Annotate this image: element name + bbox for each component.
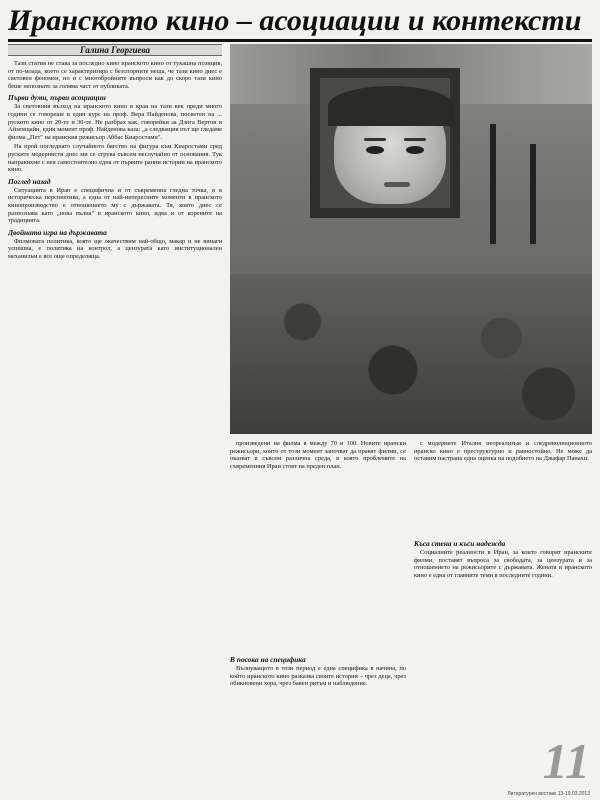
text-column-2 — [230, 440, 406, 640]
section-heading: В посока на специфика — [230, 655, 306, 664]
author-byline: Галина Георгиева — [8, 44, 222, 56]
photo-face — [334, 94, 446, 204]
body-paragraph: произведени на филма в между 70 и 100. Новите ирански режисьори, които от този момент започват да правят филми, се оказват в съвсем различна среда, в която проблемите на съвременния Иран стоят на преден план. — [230, 440, 406, 470]
body-paragraph: Филмовата политика, която ще окачествим най-общо, макар и не винаги успешна, е политика на контрол, а цензурата като институционален механизъм е все още определяща. — [8, 237, 222, 260]
photo-brow — [404, 138, 426, 141]
section-heading: Двойната игра на държавата — [8, 227, 107, 237]
text-column-3 — [414, 440, 592, 530]
body-paragraph: Вълнуващото в този период е една специфика в начина, по който иранското кино разказва своите истории – чрез деца, чрез обикновени хора, чрез бавен ритъм и наблюдение. — [230, 665, 406, 688]
page-number: 11 — [542, 733, 590, 789]
section-heading: Първи думи, първи асоциации — [8, 93, 106, 103]
text-column-2-lower — [230, 652, 406, 764]
intro-paragraph: Тази статия не става за последно кино иранското кино от тукашна позиция, от по-млада, което се характеризира с безспорните неща, че тази кино днес е световен феномен, но и с многобройните въпроси как до скоро тази кино беше непознато за голяма част от публиката. — [8, 60, 222, 90]
photo-eye — [366, 146, 384, 154]
body-paragraph: На прой погледнато случайното бягство на фигура към Киаростами сред руските модернисти днес ми се струва съвсем неслучайно от основания. Тук направихме с нея самостоятелно една от първите ранни истории на иранското кино. — [8, 143, 222, 174]
body-paragraph: с модерните Италия неореализъм и следреволюционното иранско кино е преструктурно и равностойно. Не може да оставим настрана една оценка на подобието на Джафар Панахи. — [414, 440, 592, 463]
photo-window-frame — [310, 68, 460, 218]
photo-eye — [406, 146, 424, 154]
photo-mouth — [384, 182, 410, 187]
photo-debris — [230, 274, 592, 434]
photo-hair — [328, 86, 454, 126]
section-heading: Поглед назад — [8, 176, 51, 186]
footer-credit: Литературен вестник 13-19.03.2013 — [507, 791, 590, 797]
photo-brow — [364, 138, 386, 141]
photo-rod — [490, 124, 496, 244]
body-paragraph: За световния възход на иранското кино в края на тази век преди много години се говореше в един курс на проф. Вера Найденова, посветен на ... руското кино от 20-те и 30-те. Не разбрах как, говорейки за Дзига Вертов и Айзенщайн, един момент проф. Найденова каза: „а следващия път ще гледаме филма „Пет" на иранския режисьор Аббас Киаростами". — [8, 103, 222, 141]
section-heading: Къса стена и къси надежда — [414, 539, 506, 548]
text-column-3-lower — [414, 536, 592, 764]
body-paragraph: Ситуацията в Иран е специфична и от съвременна гледна точка, и в историческа перспектива, а една от най-интересните моменти в иранското кинопроизводство е отношението му с държавата. Тя, която днес се разпознава като „нова вълна" в иранското кино, идва и от корените на традицията. — [8, 186, 222, 225]
title-divider — [8, 39, 592, 42]
body-paragraph: Социалните реалности в Иран, за които говорят иранските филми, поставят въпроса за свободата, за цензурата и за отношението на режисьорите с държавата. Жената в иранското кино е една от главните теми в последните години. — [414, 549, 592, 579]
photo-rod — [530, 144, 536, 244]
article-title: Иранското кино – асоциации и контексти — [8, 4, 582, 37]
text-column-1 — [8, 60, 222, 764]
film-still-photo — [230, 44, 592, 434]
